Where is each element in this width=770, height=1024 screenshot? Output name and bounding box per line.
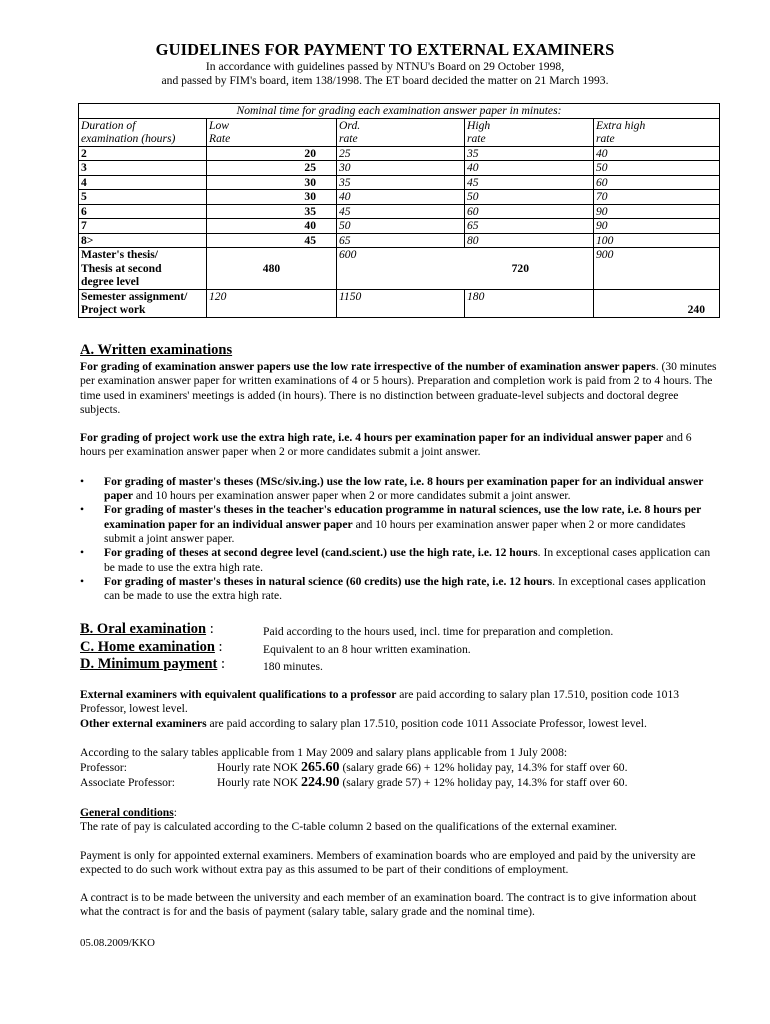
general-conditions-block <box>80 806 720 920</box>
semester-low: 120 <box>207 289 337 317</box>
section-b-text: Paid according to the hours used, incl. time for preparation and completion. <box>263 625 614 638</box>
semester-label: Semester assignment/ Project work <box>79 289 207 317</box>
salary-professor: Professor: Hourly rate NOK 265.60 (salary grade 66) + 12% holiday pay, 14.3% for staff over 60. <box>80 760 628 776</box>
salary-associate: Associate Professor: Hourly rate NOK 224.90 (salary grade 57) + 12% holiday pay, 14.3% for staff over 60. <box>80 775 628 791</box>
table-row-thesis <box>79 248 720 290</box>
subtitle-line-2: and passed by FIM's board, item 138/1998. The ET board decided the matter on 21 March 1993. <box>161 74 609 87</box>
footer-date-initials: 05.08.2009/KKO <box>80 937 155 949</box>
ord-rate-cell: 45 <box>337 204 465 219</box>
header-low-rate: Low Rate <box>207 118 337 146</box>
table-row <box>79 146 720 161</box>
low-rate-cell: 25 <box>207 161 337 176</box>
table-row <box>79 175 720 190</box>
section-a-body <box>80 360 720 603</box>
general-paragraph-1: The rate of pay is calculated according to the C-table column 2 based on the qualifications of the external examiner. <box>80 820 617 834</box>
high-rate-cell: 35 <box>465 146 594 161</box>
table-row <box>79 204 720 219</box>
duration-cell: 5 <box>79 190 207 205</box>
section-c-text: Equivalent to an 8 hour written examination. <box>263 643 471 656</box>
salary-intro: According to the salary tables applicable from 1 May 2009 and salary plans applicable from 1 July 2008: <box>80 746 568 759</box>
bullet-icon: • <box>80 474 85 488</box>
bullet-icon: • <box>80 503 85 517</box>
section-b-label: B. Oral examination : <box>80 621 214 637</box>
section-a-paragraph-1: For grading of examination answer papers use the low rate irrespective of the number of examination answer papers. (30 minutes per examination answer paper for written examinations of 4 or 5 hours). Preparation and completion work is paid from 2 to 4 hours. The time used in examiners' meetings is added (in hours). There is no distinction between graduate-level subjects and doctoral degree subjects. <box>80 360 717 416</box>
thesis-extra: 900 <box>594 248 720 290</box>
table-row <box>79 219 720 234</box>
high-rate-cell: 40 <box>465 161 594 176</box>
header-ord-rate: Ord. rate <box>337 118 465 146</box>
semester-extra: 240 <box>594 289 720 317</box>
page-title: GUIDELINES FOR PAYMENT TO EXTERNAL EXAMINERS <box>155 40 615 59</box>
low-rate-cell: 30 <box>207 190 337 205</box>
extra-high-rate-cell: 50 <box>594 161 720 176</box>
table-header-row <box>79 118 720 146</box>
subtitle-line-1: In accordance with guidelines passed by NTNU's Board on 29 October 1998, <box>205 60 565 73</box>
ord-rate-cell: 40 <box>337 190 465 205</box>
low-rate-cell: 35 <box>207 204 337 219</box>
extra-high-rate-cell: 70 <box>594 190 720 205</box>
high-rate-cell: 60 <box>465 204 594 219</box>
general-heading: General conditions: <box>80 806 177 819</box>
bullet-icon: • <box>80 546 85 560</box>
duration-cell: 8> <box>79 233 207 248</box>
ord-rate-cell: 30 <box>337 161 465 176</box>
section-a-paragraph-2: For grading of project work use the extra high rate, i.e. 4 hours per examination paper for an individual answer paper and 6 hours per examination answer paper when 2 or more candidates submit a joint answer. <box>80 431 692 459</box>
duration-cell: 3 <box>79 161 207 176</box>
high-rate-cell: 80 <box>465 233 594 248</box>
bullet-icon: • <box>80 574 85 588</box>
high-rate-cell: 50 <box>465 190 594 205</box>
ord-rate-cell: 65 <box>337 233 465 248</box>
extra-high-rate-cell: 60 <box>594 175 720 190</box>
duration-cell: 4 <box>79 175 207 190</box>
list-item: • For grading of theses at second degree level (cand.scient.) use the high rate, i.e. 12 hours. In exceptional cases application can be made to use the extra high rate. <box>80 546 711 574</box>
section-d-text: 180 minutes. <box>263 660 323 673</box>
theses-bullet-list <box>80 475 720 604</box>
thesis-high: 720 <box>465 248 594 290</box>
qualifications-block <box>80 688 720 731</box>
thesis-label: Master's thesis/ Thesis at second degree level <box>79 248 207 290</box>
qualifications-professor: External examiners with equivalent qualifications to a professor are paid according to salary plan 17.510, position code 1013 Professor, lowest level. <box>80 688 680 716</box>
section-a-heading: A. Written examinations <box>80 342 233 358</box>
semester-ord: 1150 <box>337 289 465 317</box>
header-high-rate: High rate <box>465 118 594 146</box>
extra-high-rate-cell: 90 <box>594 219 720 234</box>
header-extra-high-rate: Extra high rate <box>594 118 720 146</box>
list-item: • For grading of master's theses (MSc/siv.ing.) use the low rate, i.e. 8 hours per examination paper for an individual answer paper and 10 hours per examination answer paper when 2 or more candidates submit a joint answer. <box>80 474 704 503</box>
low-rate-cell: 45 <box>207 233 337 248</box>
low-rate-cell: 30 <box>207 175 337 190</box>
low-rate-cell: 20 <box>207 146 337 161</box>
thesis-low: 480 <box>207 248 337 290</box>
thesis-ord: 600 <box>337 248 465 290</box>
general-paragraph-3: A contract is to be made between the university and each member of an examination board. The contract is to give information about what the contract is for and the basis of payment (salary table, salary grade and the nominal time). <box>80 891 697 919</box>
extra-high-rate-cell: 40 <box>594 146 720 161</box>
table-row-semester <box>79 289 720 317</box>
duration-cell: 2 <box>79 146 207 161</box>
list-item: • For grading of master's theses in natural science (60 credits) use the high rate, i.e. 12 hours. In exceptional cases application can be made to use the extra high rate. <box>80 574 706 603</box>
table-row <box>79 233 720 248</box>
high-rate-cell: 65 <box>465 219 594 234</box>
extra-high-rate-cell: 90 <box>594 204 720 219</box>
ord-rate-cell: 50 <box>337 219 465 234</box>
high-rate-cell: 45 <box>465 175 594 190</box>
grading-time-table <box>78 103 720 318</box>
salary-block <box>80 746 720 790</box>
section-d-label: D. Minimum payment : <box>80 656 226 672</box>
table-row <box>79 161 720 176</box>
section-c-label: C. Home examination : <box>80 639 223 655</box>
table-row <box>79 190 720 205</box>
extra-high-rate-cell: 100 <box>594 233 720 248</box>
table-caption: Nominal time for grading each examination answer paper in minutes: <box>79 104 720 119</box>
ord-rate-cell: 25 <box>337 146 465 161</box>
duration-cell: 7 <box>79 219 207 234</box>
header-duration: Duration of examination (hours) <box>79 118 207 146</box>
low-rate-cell: 40 <box>207 219 337 234</box>
semester-high: 180 <box>465 289 594 317</box>
ord-rate-cell: 35 <box>337 175 465 190</box>
duration-cell: 6 <box>79 204 207 219</box>
general-paragraph-2: Payment is only for appointed external examiners. Members of examination boards who are employed and paid by the university are expected to do such work without extra pay as this assumed to be part of their conditions of employment. <box>80 848 696 876</box>
qualifications-other: Other external examiners are paid according to salary plan 17.510, position code 1011 Associate Professor, lowest level. <box>80 716 647 730</box>
list-item: • For grading of master's theses in the teacher's education programme in natural sciences, use the low rate, i.e. 8 hours per examination paper for an individual answer paper and 10 hours per examination answer paper when 2 or more candidates submit a joint answer paper. <box>80 503 702 545</box>
